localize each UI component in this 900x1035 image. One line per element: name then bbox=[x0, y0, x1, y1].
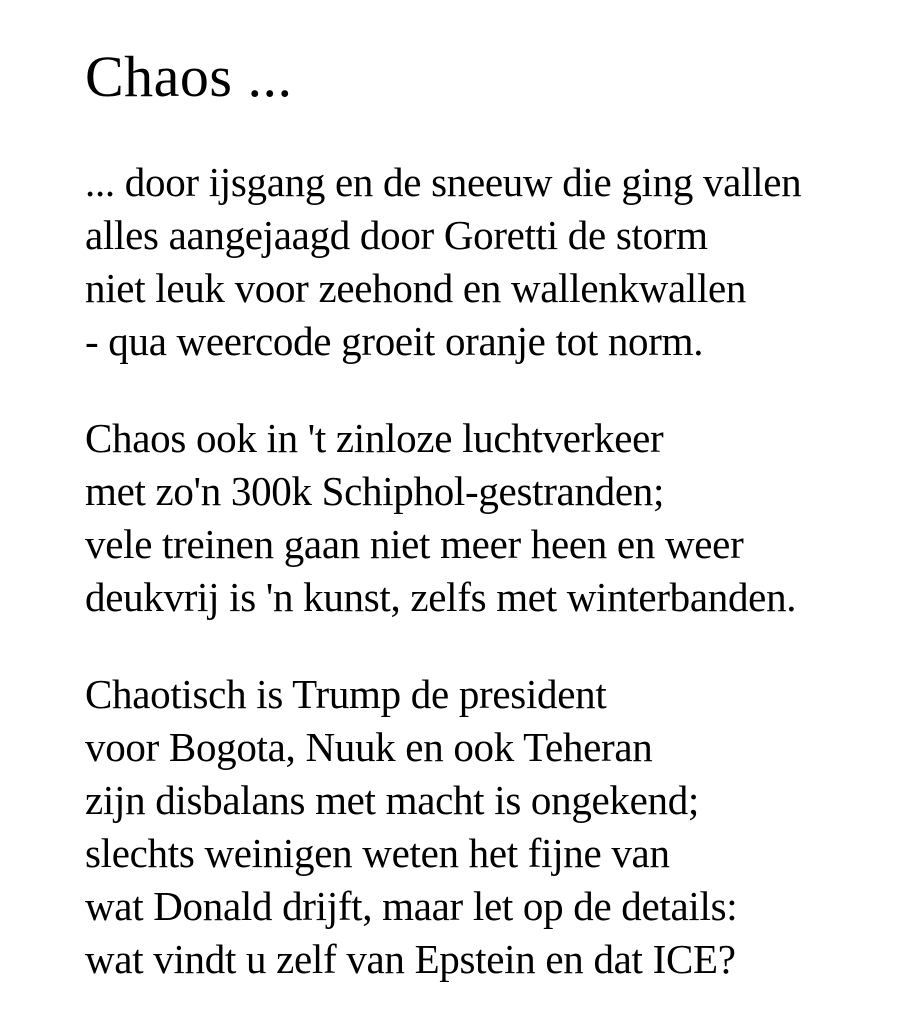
stanza-2 bbox=[85, 412, 860, 624]
poem-line: ... door ijsgang en de sneeuw die ging vallen bbox=[85, 158, 802, 205]
stanza-1 bbox=[85, 156, 860, 368]
poem-line: met zo'n 300k Schiphol-gestranden; bbox=[85, 467, 665, 514]
poem-line: wat vindt u zelf van Epstein en dat ICE? bbox=[85, 935, 736, 982]
poem-line: - qua weercode groeit oranje tot norm. bbox=[85, 317, 704, 364]
poem-line: niet leuk voor zeehond en wallenkwallen bbox=[85, 264, 747, 311]
poem-line: wat Donald drijft, maar let op de details: bbox=[85, 882, 738, 929]
poem-line: slechts weinigen weten het fijne van bbox=[85, 829, 670, 876]
poem-line: deukvrij is 'n kunst, zelfs met winterbanden. bbox=[85, 573, 797, 620]
poem-line: Chaos ook in 't zinloze luchtverkeer bbox=[85, 414, 664, 461]
poem-line: zijn disbalans met macht is ongekend; bbox=[85, 776, 700, 823]
poem-line: alles aangejaagd door Goretti de storm bbox=[85, 211, 708, 258]
poem-line: voor Bogota, Nuuk en ook Teheran bbox=[85, 723, 653, 770]
poem-line: vele treinen gaan niet meer heen en weer bbox=[85, 520, 744, 567]
stanza-3 bbox=[85, 668, 860, 986]
poem-line: Chaotisch is Trump de president bbox=[85, 670, 607, 717]
poem-title: Chaos ... bbox=[85, 44, 293, 109]
